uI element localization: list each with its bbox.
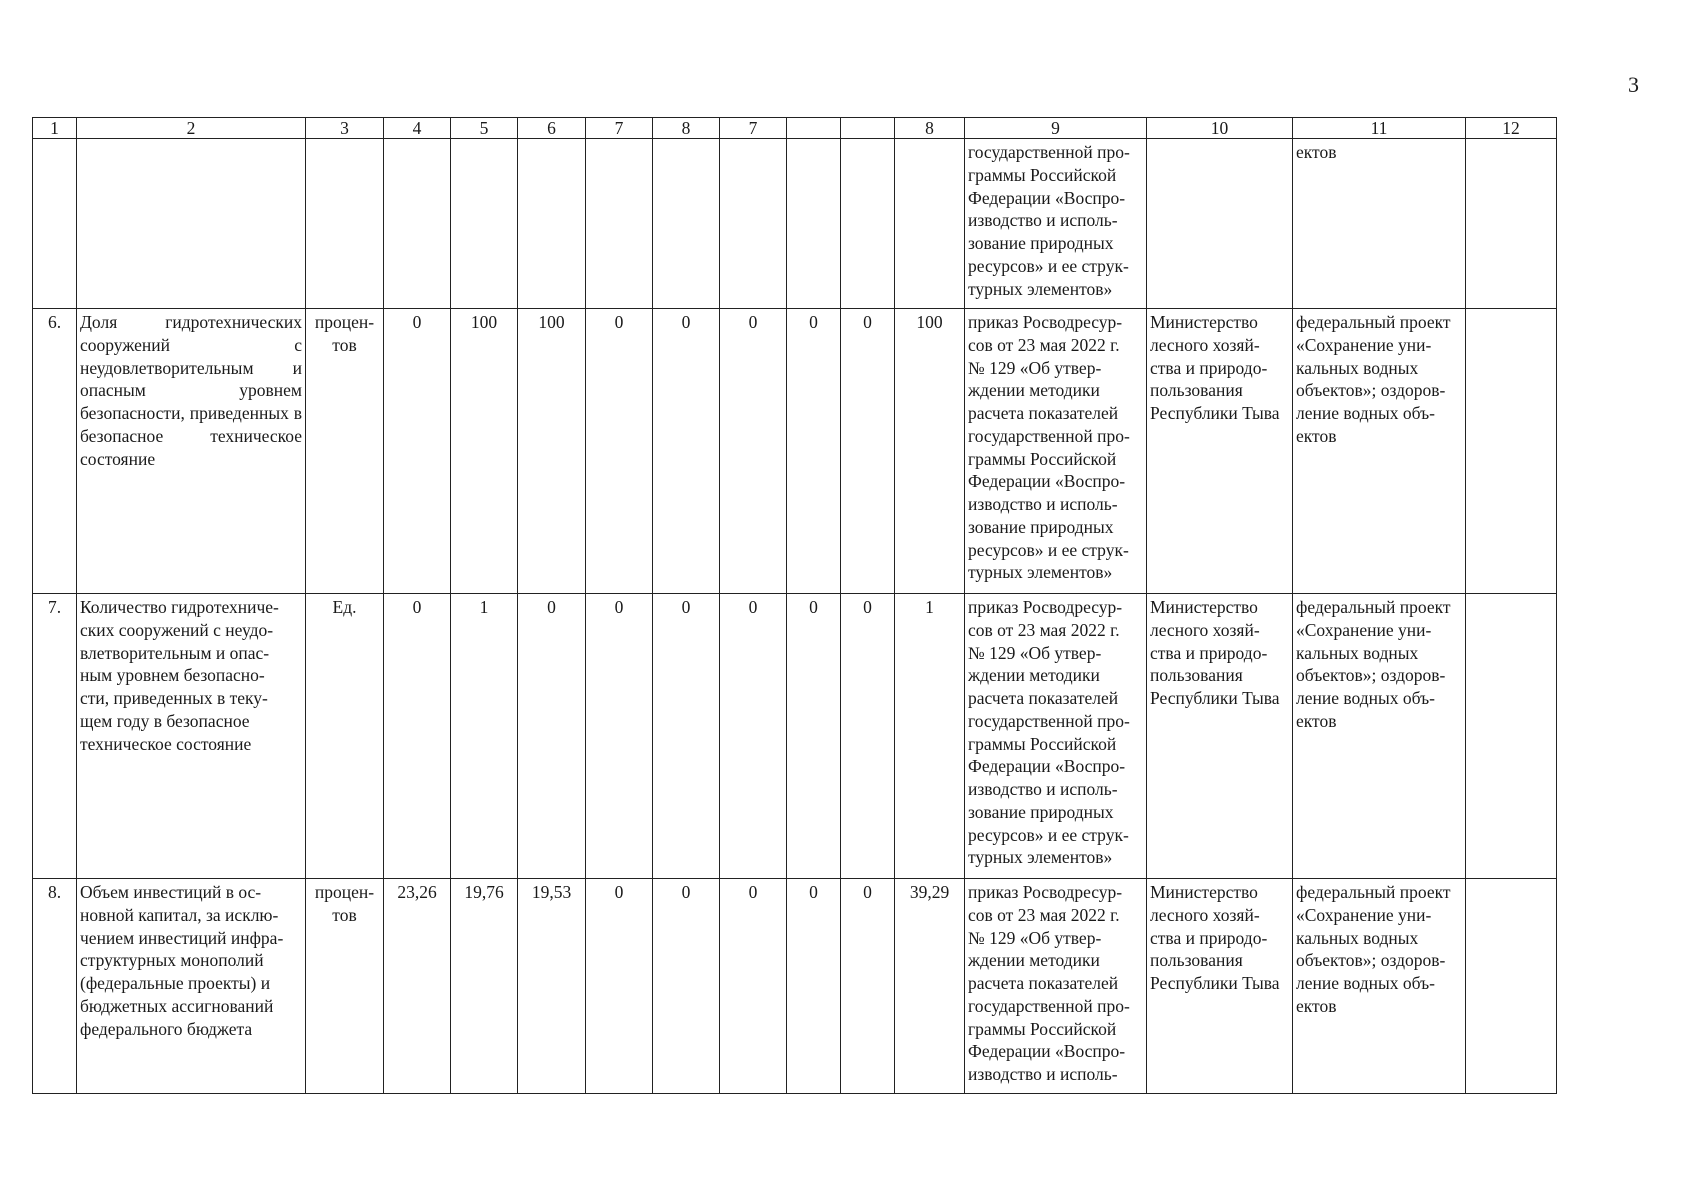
header-cell: 10	[1147, 118, 1293, 139]
header-cell: 8	[895, 118, 965, 139]
note-cell	[1466, 594, 1557, 879]
value-cell: 0	[787, 594, 841, 879]
value-cell: 0	[841, 879, 895, 1094]
project-cell: ектов	[1293, 139, 1466, 309]
header-cell: 12	[1466, 118, 1557, 139]
header-row	[33, 118, 1557, 139]
responsible-cell: Министерство лесного хозяй- ства и природо- пользования Республики Тыва	[1147, 309, 1293, 594]
value-cell: 100	[451, 309, 518, 594]
empty-cell	[518, 139, 586, 309]
value-cell: 0	[586, 879, 653, 1094]
project-cell: федеральный проект «Сохранение уни- кальных водных объектов»; оздоров- ление водных объ- ектов	[1293, 594, 1466, 879]
value-cell: 0	[384, 594, 451, 879]
project-cell: федеральный проект «Сохранение уни- кальных водных объектов»; оздоров- ление водных объ- ектов	[1293, 309, 1466, 594]
table-row	[33, 309, 1557, 594]
header-cell: 8	[653, 118, 720, 139]
table-row	[33, 879, 1557, 1094]
empty-cell	[451, 139, 518, 309]
header-cell	[841, 118, 895, 139]
empty-cell	[1147, 139, 1293, 309]
project-cell: федеральный проект «Сохранение уни- кальных водных объектов»; оздоров- ление водных объ- ектов	[1293, 879, 1466, 1094]
value-cell: 1	[451, 594, 518, 879]
value-cell: 100	[895, 309, 965, 594]
header-cell: 7	[586, 118, 653, 139]
header-cell: 5	[451, 118, 518, 139]
indicator-name: Количество гидротехниче- ских сооружений с неудо- влетворительным и опас- ным уровнем безопасно- сти, приведенных в теку- щем году в безопасное техническое состояние	[77, 594, 306, 879]
header-cell	[787, 118, 841, 139]
empty-cell	[586, 139, 653, 309]
empty-cell	[384, 139, 451, 309]
header-cell: 6	[518, 118, 586, 139]
basis-cell: приказ Росводресур- сов от 23 мая 2022 г. № 129 «Об утвер- ждении методики расчета показателей государственной про- граммы Российской Федерации «Воспро- изводство и исполь-	[965, 879, 1147, 1094]
row-number: 6.	[33, 309, 77, 594]
value-cell: 0	[841, 309, 895, 594]
unit-cell: Ед.	[306, 594, 384, 879]
value-cell: 39,29	[895, 879, 965, 1094]
value-cell: 0	[841, 594, 895, 879]
indicators-table	[32, 117, 1557, 1094]
indicator-name: Доля гидротехнических сооружений с неудовлетворительным и опасным уровнем безопасности, приведенных в безопасное техническое состояние	[77, 309, 306, 594]
value-cell: 19,53	[518, 879, 586, 1094]
responsible-cell: Министерство лесного хозяй- ства и природо- пользования Республики Тыва	[1147, 594, 1293, 879]
page-number: 3	[1628, 72, 1639, 97]
note-cell	[1466, 879, 1557, 1094]
unit-cell: процен- тов	[306, 309, 384, 594]
header-cell: 3	[306, 118, 384, 139]
table-row	[33, 594, 1557, 879]
header-cell: 11	[1293, 118, 1466, 139]
empty-cell	[1466, 139, 1557, 309]
indicator-name: Объем инвестиций в ос- новной капитал, за исклю- чением инвестиций инфра- структурных монополий (федеральные проекты) и бюджетных ассигнований федерального бюджета	[77, 879, 306, 1094]
responsible-cell: Министерство лесного хозяй- ства и природо- пользования Республики Тыва	[1147, 879, 1293, 1094]
value-cell: 1	[895, 594, 965, 879]
empty-cell	[787, 139, 841, 309]
empty-cell	[720, 139, 787, 309]
value-cell: 0	[518, 594, 586, 879]
basis-cell: приказ Росводресур- сов от 23 мая 2022 г. № 129 «Об утвер- ждении методики расчета показателей государственной про- граммы Российской Федерации «Воспро- изводство и исполь- зование природных ресурсов» и ее струк- турных элементов»	[965, 594, 1147, 879]
basis-cell: приказ Росводресур- сов от 23 мая 2022 г. № 129 «Об утвер- ждении методики расчета показателей государственной про- граммы Российской Федерации «Воспро- изводство и исполь- зование природных ресурсов» и ее струк- турных элементов»	[965, 309, 1147, 594]
value-cell: 0	[653, 594, 720, 879]
value-cell: 0	[653, 309, 720, 594]
continuation-row	[33, 139, 1557, 309]
value-cell: 0	[384, 309, 451, 594]
value-cell: 0	[653, 879, 720, 1094]
value-cell: 0	[787, 309, 841, 594]
empty-cell	[895, 139, 965, 309]
header-cell: 7	[720, 118, 787, 139]
value-cell: 0	[720, 309, 787, 594]
empty-cell	[841, 139, 895, 309]
empty-cell	[653, 139, 720, 309]
unit-cell: процен- тов	[306, 879, 384, 1094]
value-cell: 19,76	[451, 879, 518, 1094]
header-cell: 1	[33, 118, 77, 139]
note-cell	[1466, 309, 1557, 594]
empty-cell	[77, 139, 306, 309]
value-cell: 23,26	[384, 879, 451, 1094]
value-cell: 0	[720, 879, 787, 1094]
header-cell: 9	[965, 118, 1147, 139]
row-number: 7.	[33, 594, 77, 879]
value-cell: 0	[720, 594, 787, 879]
value-cell: 0	[586, 594, 653, 879]
header-cell: 4	[384, 118, 451, 139]
header-cell: 2	[77, 118, 306, 139]
basis-cell: государственной про- граммы Российской Федерации «Воспро- изводство и исполь- зование природных ресурсов» и ее струк- турных элементов»	[965, 139, 1147, 309]
value-cell: 0	[586, 309, 653, 594]
value-cell: 0	[787, 879, 841, 1094]
empty-cell	[306, 139, 384, 309]
empty-cell	[33, 139, 77, 309]
row-number: 8.	[33, 879, 77, 1094]
value-cell: 100	[518, 309, 586, 594]
